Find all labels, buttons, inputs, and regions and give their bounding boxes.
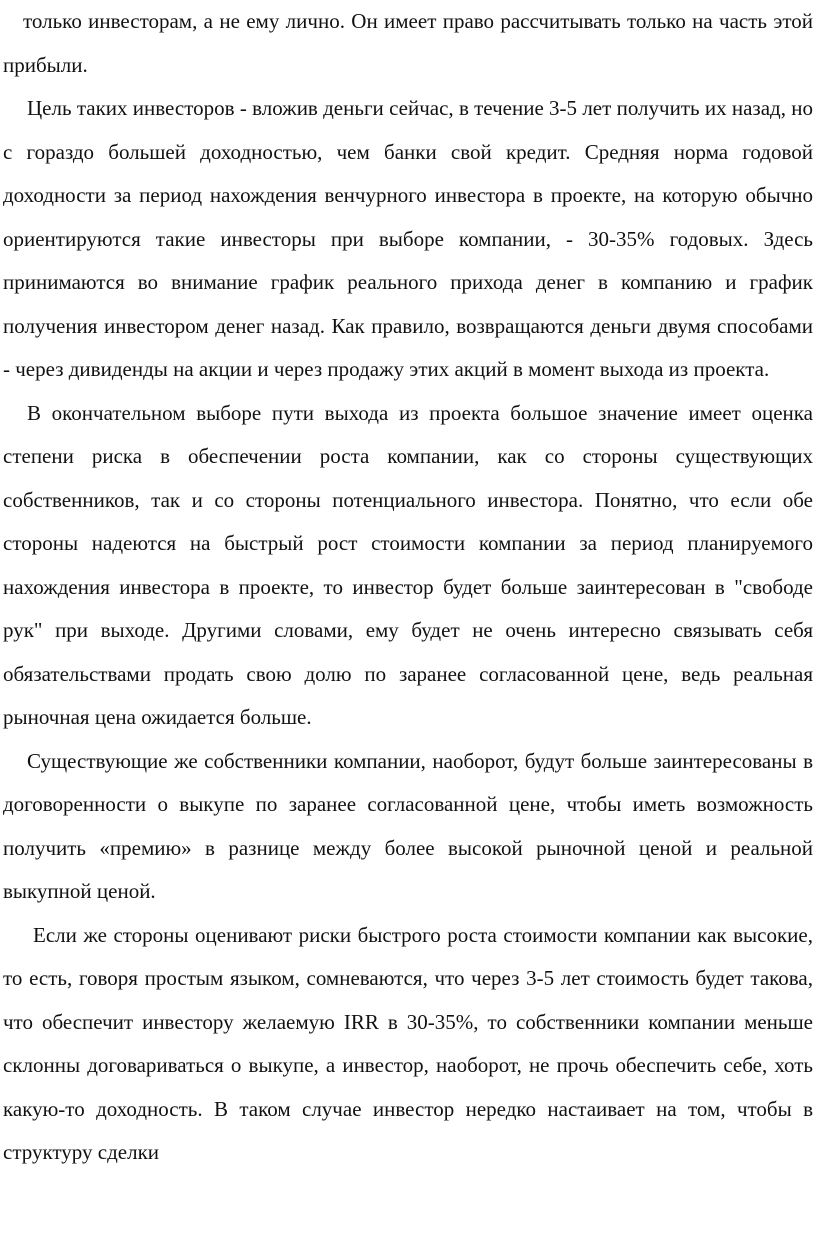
paragraph-risk-assessment: В окончательном выборе пути выхода из проекта большое значение имеет оценка степени риска в обеспечении роста компании, как со стороны существующих собственников, так и со стороны потенциального инвестора. Понятно, что если обе стороны надеются на быстрый рост стоимости компании за период планируемого нахождения инвестора в проекте, то инвестор будет больше заинтересован в "свободе рук" при выходе. Другими словами, ему будет не очень интересно связывать себя обязательствами продать свою долю по заранее согласованной цене, ведь реальная рыночная цена ожидается больше. xyxy=(3,400,813,729)
paragraph-investor-goals: Цель таких инвесторов - вложив деньги сейчас, в течение 3-5 лет получить их назад, но с гораздо большей доходностью, чем банки свой кредит. Средняя норма годовой доходности за период нахождения венчурного инвестора в проекте, на которую обычно ориентируются такие инвесторы при выборе компании, - 30-35% годовых. Здесь принимаются во внимание график реального прихода денег в компанию и график получения инвестором денег назад. Как правило, возвращаются деньги двумя способами - через дивиденды на акции и через продажу этих акций в момент выхода из проекта. xyxy=(3,96,813,381)
paragraph-owners-interest: Существующие же собственники компании, наоборот, будут больше заинтересованы в договоренности о выкупе по заранее согласованной цене, чтобы иметь возможность получить «премию» в разнице между более высокой рыночной ценой и реальной выкупной ценой. xyxy=(3,748,813,903)
paragraph-continuation: только инвесторам, а не ему лично. Он имеет право рассчитывать только на часть этой прибыли. xyxy=(3,9,813,77)
paragraph-high-risk: Если же стороны оценивают риски быстрого роста стоимости компании как высокие, то есть, говоря простым языком, сомневаются, что через 3-5 лет стоимость будет такова, что обеспечит инвестору желаемую IRR в 30-35%, то собственники компании меньше склонны договариваться о выкупе, а инвестор, наоборот, не прочь обеспечить себе, хоть какую-то доходность. В таком случае инвестор нередко настаивает на том, чтобы в структуру сделки xyxy=(3,922,813,1164)
